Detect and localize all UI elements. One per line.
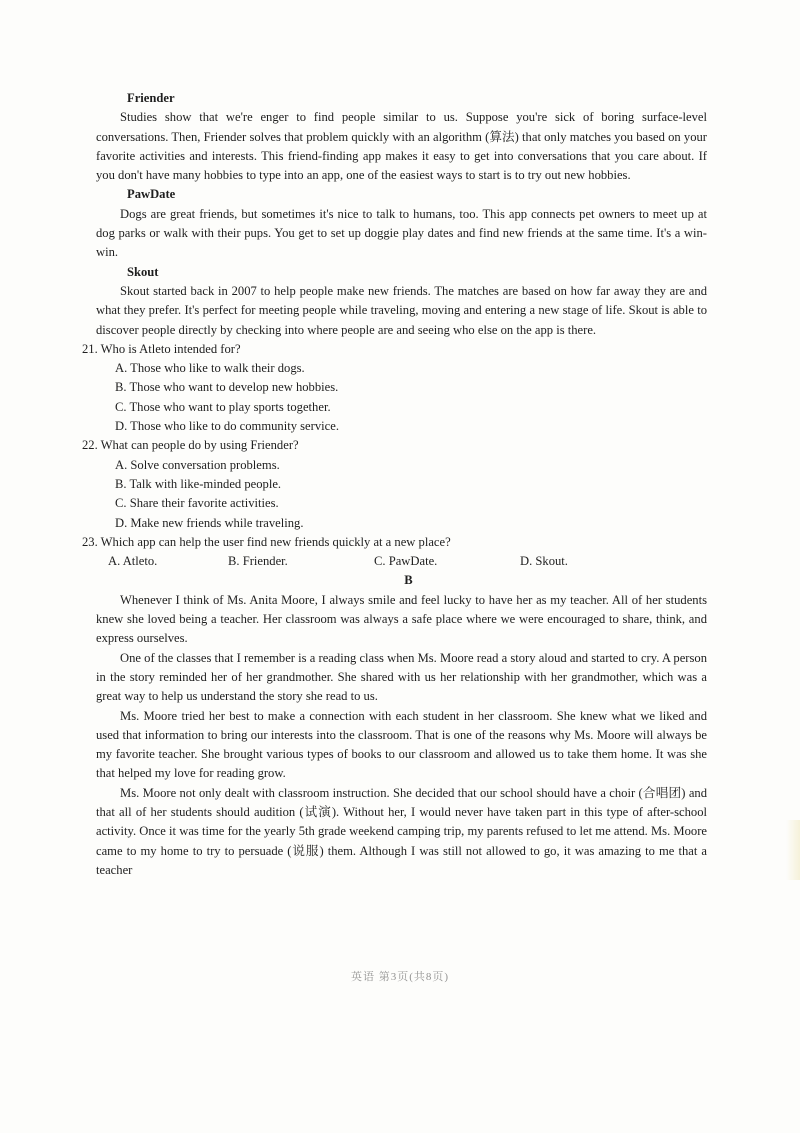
- question-22: 22. What can people do by using Friender?: [82, 438, 299, 453]
- option-21d: D. Those who like to do community service.: [115, 419, 339, 434]
- paragraph-skout: Skout started back in 2007 to help people make new friends. The matches are based on how far away they are and what they prefer. It's perfect for meeting people while traveling, moving and entering a new stage of life. Skout is able to discover people directly by checking into where people are and seeing who else on the app is there.: [96, 283, 707, 337]
- section-title-skout: Skout: [127, 264, 159, 279]
- paragraph-b2: One of the classes that I remember is a reading class when Ms. Moore read a story aloud and started to cry. A person in the story reminded her of her grandmother. She shared with us her relationship with her grandmother, which was a great way to help us understand the story she read to us.: [96, 650, 707, 704]
- option-22a: A. Solve conversation problems.: [115, 457, 280, 472]
- option-22c: C. Share their favorite activities.: [115, 496, 279, 511]
- question-23-options: [82, 552, 707, 571]
- passage-b-mark: B: [404, 573, 413, 588]
- question-22-options: [82, 456, 707, 533]
- question-21-options: [82, 359, 707, 436]
- option-23b: B. Friender.: [228, 554, 288, 569]
- passage-b: [82, 591, 707, 880]
- section-title-friender: Friender: [127, 91, 175, 105]
- option-22d: D. Make new friends while traveling.: [115, 515, 304, 530]
- paragraph-pawdate: Dogs are great friends, but sometimes it's nice to talk to humans, too. This app connects pet owners to meet up at dog parks or walk with their pups. You get to set up doggie play dates and find new friends at the same time. It's a win-win.: [96, 206, 707, 260]
- option-23c: C. PawDate.: [374, 554, 438, 569]
- paragraph-friender: Studies show that we're enger to find people similar to us. Suppose you're sick of boring surface-level conversations. Then, Friender solves that problem quickly with an algorithm (算法) that only matches you based on your favorite activities and interests. This friend-finding app makes it easy to get into conversations that you care about. If you don't have many hobbies to type into an app, one of the easiest ways to start is to try out new hobbies.: [96, 110, 707, 183]
- paragraph-b3: Ms. Moore tried her best to make a connection with each student in her classroom. She knew what we liked and used that information to bring our interests into the classroom. That is one of the reasons why Ms. Moore will always be my favorite teacher. She brought various types of books to our classroom and allowed us to take them home. It was she that helped my love for reading grow.: [96, 708, 707, 781]
- option-21a: A. Those who like to walk their dogs.: [115, 361, 305, 376]
- page-footer: 英语 第3页(共8页): [350, 971, 450, 983]
- option-21c: C. Those who want to play sports together.: [115, 399, 331, 414]
- section-title-pawdate: PawDate: [127, 187, 176, 202]
- paragraph-b1: Whenever I think of Ms. Anita Moore, I always smile and feel lucky to have her as my teacher. All of her students knew she loved being a teacher. Her classroom was always a safe place where we were encouraged to share, think, and express ourselves.: [96, 592, 707, 646]
- scan-edge-artifact: [786, 820, 800, 880]
- option-23d: D. Skout.: [520, 554, 568, 569]
- option-22b: B. Talk with like-minded people.: [115, 476, 282, 491]
- question-23: 23. Which app can help the user find new friends quickly at a new place?: [82, 534, 451, 549]
- paragraph-b4: Ms. Moore not only dealt with classroom instruction. She decided that our school should have a choir (合唱团) and that all of her students should audition (试演). Without her, I would never have taken part in this type of after-school activity. Once it was time for the yearly 5th grade weekend camping trip, my parents refused to let me attend. Ms. Moore came to my home to try to persuade (说服) them. Although I was still not allowed to go, it was amazing to me that a teacher: [96, 785, 707, 877]
- option-21b: B. Those who want to develop new hobbies.: [115, 380, 339, 395]
- page-content: [82, 89, 707, 880]
- option-23a: A. Atleto.: [108, 554, 158, 569]
- question-21: 21. Who is Atleto intended for?: [82, 341, 241, 356]
